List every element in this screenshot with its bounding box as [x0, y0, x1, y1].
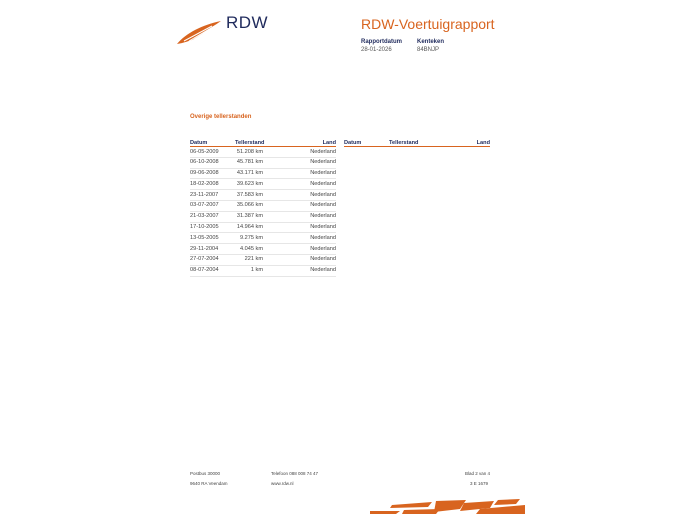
rapportdatum-label: Rapportdatum — [361, 39, 402, 45]
cell-land: Nederland — [310, 191, 336, 198]
cell-tellerstand: 45.781 km — [236, 159, 263, 166]
table-row — [190, 255, 336, 266]
cell-tellerstand: 39.623 km — [236, 180, 263, 187]
cell-land: Nederland — [310, 148, 336, 155]
cell-tellerstand: 221 km — [244, 256, 263, 263]
cell-datum: 13-05-2005 — [190, 234, 219, 241]
tellerstanden-table-left — [190, 138, 336, 277]
cell-datum: 09-06-2008 — [190, 170, 219, 177]
cell-datum: 29-11-2004 — [190, 245, 219, 252]
header-datum: Datum — [190, 139, 208, 146]
table-row — [190, 212, 336, 223]
orange-stripes-graphic-icon — [370, 499, 525, 514]
cell-tellerstand: 51.208 km — [236, 148, 263, 155]
footer-postbus: Postbus 30000 — [190, 471, 221, 476]
table-row — [190, 233, 336, 244]
cell-land: Nederland — [310, 180, 336, 187]
logo-text: RDW — [226, 13, 269, 32]
header-datum: Datum — [344, 139, 362, 146]
section-title: Overige tellerstanden — [190, 114, 252, 120]
cell-tellerstand: 35.066 km — [236, 202, 263, 209]
header-tellerstand: Tellerstand — [235, 139, 265, 146]
rdw-wing-logo-icon — [176, 19, 222, 47]
cell-tellerstand: 43.171 km — [236, 170, 263, 177]
cell-land: Nederland — [310, 234, 336, 241]
cell-land: Nederland — [310, 224, 336, 231]
table-body — [190, 147, 336, 277]
cell-land: Nederland — [310, 245, 336, 252]
header-tellerstand: Tellerstand — [389, 139, 419, 146]
header-land: Land — [322, 139, 336, 146]
cell-tellerstand: 9.275 km — [239, 234, 263, 241]
cell-tellerstand: 37.583 km — [236, 191, 263, 198]
rapportdatum-value: 28-01-2026 — [361, 47, 392, 53]
table-row — [190, 244, 336, 255]
cell-tellerstand: 31.387 km — [236, 213, 263, 220]
cell-tellerstand: 14.964 km — [236, 224, 263, 231]
cell-land: Nederland — [310, 170, 336, 177]
cell-datum: 21-03-2007 — [190, 213, 219, 220]
cell-land: Nederland — [310, 256, 336, 263]
kenteken-label: Kenteken — [417, 39, 445, 45]
cell-land: Nederland — [310, 159, 336, 166]
cell-land: Nederland — [310, 202, 336, 209]
cell-datum: 18-02-2008 — [190, 180, 219, 187]
kenteken-value: 84BNJP — [417, 47, 440, 53]
cell-datum: 03-07-2007 — [190, 202, 219, 209]
cell-land: Nederland — [310, 213, 336, 220]
table-row — [190, 179, 336, 190]
table-header — [344, 138, 490, 147]
table-row — [190, 223, 336, 234]
cell-tellerstand: 4.045 km — [239, 245, 263, 252]
footer-code: 3 E 1679 — [470, 481, 489, 486]
cell-land: Nederland — [310, 267, 336, 274]
footer-blad: Blad 2 van 4 — [465, 471, 491, 476]
table-row — [190, 169, 336, 180]
table-row — [190, 147, 336, 158]
cell-datum: 27-07-2004 — [190, 256, 219, 263]
cell-datum: 17-10-2005 — [190, 224, 219, 231]
cell-datum: 06-05-2009 — [190, 148, 219, 155]
footer-telefoon: Telefoon 088 008 74 47 — [271, 471, 319, 476]
table-row — [190, 158, 336, 169]
document-title: RDW-Voertuigrapport — [361, 16, 495, 32]
table-row — [190, 190, 336, 201]
tellerstanden-table-right — [344, 138, 490, 147]
footer-website[interactable]: www.rdw.nl — [271, 481, 294, 486]
header-land: Land — [476, 139, 490, 146]
cell-datum: 23-11-2007 — [190, 191, 219, 198]
footer-postcode: 9640 RA Veendam — [190, 481, 228, 486]
table-row — [190, 201, 336, 212]
cell-datum: 08-07-2004 — [190, 267, 219, 274]
cell-tellerstand: 1 km — [250, 267, 263, 274]
table-row — [190, 266, 336, 277]
cell-datum: 06-10-2008 — [190, 159, 219, 166]
table-header — [190, 138, 336, 147]
